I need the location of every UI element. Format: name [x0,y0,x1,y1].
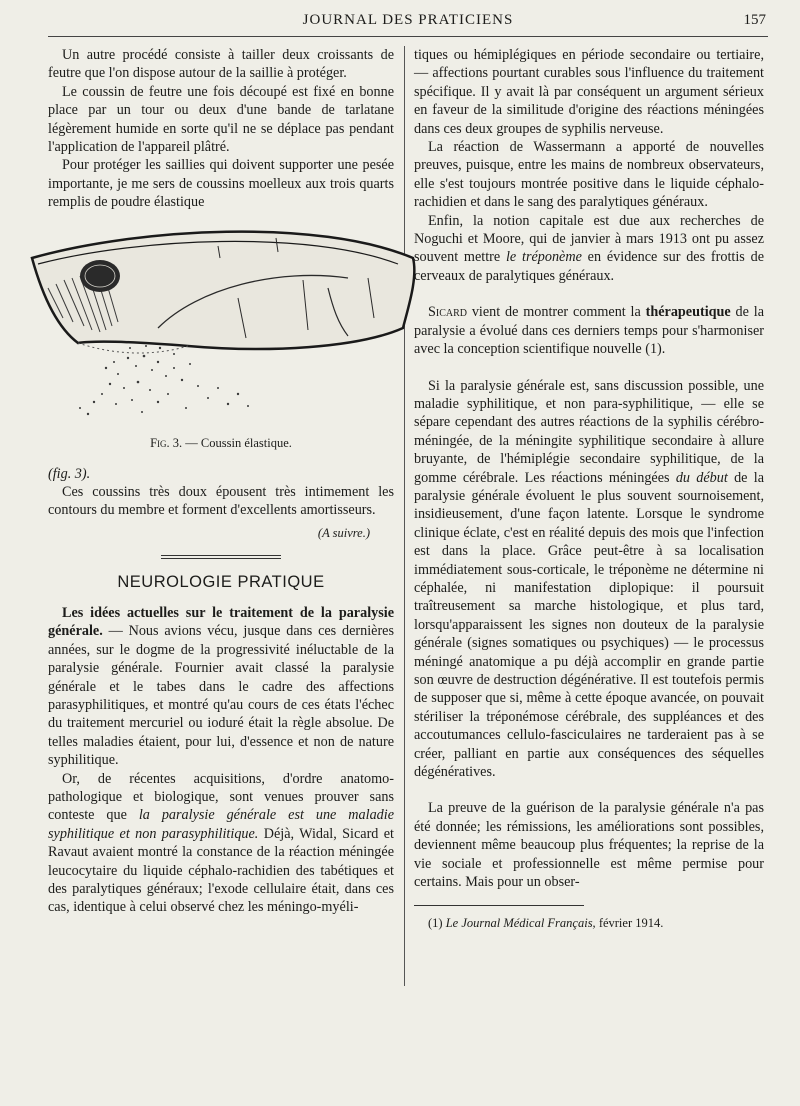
page-header [48,10,768,37]
column-divider [404,46,405,986]
figure-caption-text: — Coussin élastique. [182,435,292,450]
library-stamp [80,260,120,292]
author-name: Sicard [428,304,468,321]
page-number: 157 [743,12,766,28]
text-run: de la paralysie générale évoluent le plus souvent sournoisement, insidieusement, d'une façon latente. Lorsque le syndrome clinique éclate, c'est en réalité depuis des mois que l'infection est dans la place. Grâce peut-être à sa localisation immédiatement sous-corticale, le tréponème ne détermine ni céphalée, ni manifestation diplopique: il poursuit traîtreusement sa marche histologique, et plus tard, lorsqu'apparaissent les signes non douteux de la paralysie générale (signes somatiques ou psychiques) — le processus méningé anatomique a pu déjà accomplir en grande partie son œuvre de destruction dégénérative. Il est toutefois permis de supposer que si, même à cette époque avancée, on pouvait stériliser la tréponémose cérébrale, des suppléances et des accoutumances cellulo-fasciculaires ne tarderaient pas à se créer, palliant en partie aux conséquences des séquelles dégénératives. [414,469,764,781]
emphasis: la paralysie générale est une maladie syphilitique et non parasyphilitique. [48,807,394,842]
footnote-date: février 1914. [595,916,664,931]
cushion-illustration [18,218,418,438]
text-run: Déjà, Widal, Sicard et Ravaut avaient montré la constance de la réaction méningée leucocytaire du liquide céphalo-rachidien des tabétiques et des paralytiques généraux; l'exode cellulaire était, dans ces cas, identique à celui observé chez les méningo-myéli- [48,825,394,916]
figure-caption [48,436,394,451]
paragraph: Ces coussins très doux épousent très intimement les contours du membre et forment d'excellents amortisseurs. [48,484,394,519]
paragraph: Un autre procédé consiste à tailler deux croissants de feutre que l'on dispose autour de la saillie à protéger. [48,47,394,82]
journal-title: JOURNAL DES PRATICIENS [302,12,514,28]
article-heading: Les idées actuelles sur le traitement de la paralysie générale. [48,604,394,640]
paragraph: La réaction de Wassermann a apporté de nouvelles preuves, puisque, entre les mains de nombreux observateurs, elle s'est toujours montrée positive dans le liquide céphalo-rachidien et dans le sang des paralytiques généraux. [414,139,764,211]
figure-reference: (fig. 3). [48,465,91,482]
paragraph: La preuve de la guérison de la paralysie générale n'a pas été donnée; les rémissions, les améliorations sont possibles, deviennent même beaucoup plus fréquentes; la reprise de la vie sociale et professionnelle est même permise pour certains. Mais pour un obser- [414,800,764,891]
text-run: Or, de récentes acquisitions, d'ordre anatomo-pathologique et biologique, sont venues prouver sans conteste que [48,770,394,824]
article-lead [48,604,394,770]
to-be-continued: (A suivre.) [317,525,370,540]
paragraph: tiques ou hémiplégiques en période secondaire ou tertiaire, — affections pourtant curables sous l'influence du traitement spécifique. Il y avait là par conséquent un argument sérieux en faveur de la similitude d'origine des réactions méningées dans ces deux groupes de syphilis nerveuse. [414,47,764,137]
text-run: Enfin, la notion capitale est due aux recherches de Noguchi et Moore, qui de janvier à mars 1913 ont pu assez souvent mettre [414,212,764,266]
emphasis-bold: thérapeutique [645,304,731,321]
footnote-marker: (1) [428,916,446,931]
left-column [48,46,394,917]
section-rule [161,555,281,559]
text-run: vient de montrer comment la [467,304,646,321]
paragraph: Pour protéger les saillies qui doivent supporter une pesée importante, je me sers de coussins moelleux aux trois quarts remplis de poudre élastique [48,157,394,211]
text-run: en évidence sur des frottis de cerveaux de paralytiques généraux. [414,249,764,284]
footnote [414,914,764,932]
paragraph [48,770,394,917]
paragraph-continued [48,465,394,483]
paragraph [414,212,764,286]
footnote-source: Le Journal Médical Français, [445,916,596,931]
lead-text: — Nous avions vécu, jusque dans ces dernières années, sur le dogme de la progressivité inéluctable de la paralysie générale. Fournier avait classé la paralysie générale et le tabes dans le cadre des affections parasyphilitiques, et montré qu'au cours de ces états l'échec du traitement mercuriel ou ioduré était la règle absolue. De telles maladies étaient, pour lui, d'essence et non de nature syphilitique. [48,623,394,769]
paragraph [414,377,764,782]
paragraph [414,303,764,358]
emphasis: le tréponème [505,249,582,266]
emphasis: du début [675,469,728,486]
right-column [414,46,764,933]
section-title: NEUROLOGIE PRATIQUE [117,572,325,591]
figure-elastic-cushion [18,218,418,438]
figure-label: Fig. 3. [150,435,183,450]
text-run: de la paralysie a évolué dans ces derniers temps pour s'harmoniser avec la conception scientifique nouvelle (1). [414,304,764,358]
footnote-rule [414,905,584,906]
paragraph: Le coussin de feutre une fois découpé est fixé en bonne place par un tour ou deux d'une bande de tarlatane légèrement humide en sorte qu'il ne se déplace pas pendant l'application de l'appareil plâtré. [48,83,394,156]
text-run: Si la paralysie générale est, sans discussion possible, une maladie syphilitique, et non para-syphilitique, — elle se sépare cependant des autres réactions de la syphilis cérébro-méningée, de la méningite syphilitique secondaire à allure bruyante, de l'hémiplégie secondaire syphilitique, de la gomme cérébrale. Les réactions méningées [414,377,764,486]
